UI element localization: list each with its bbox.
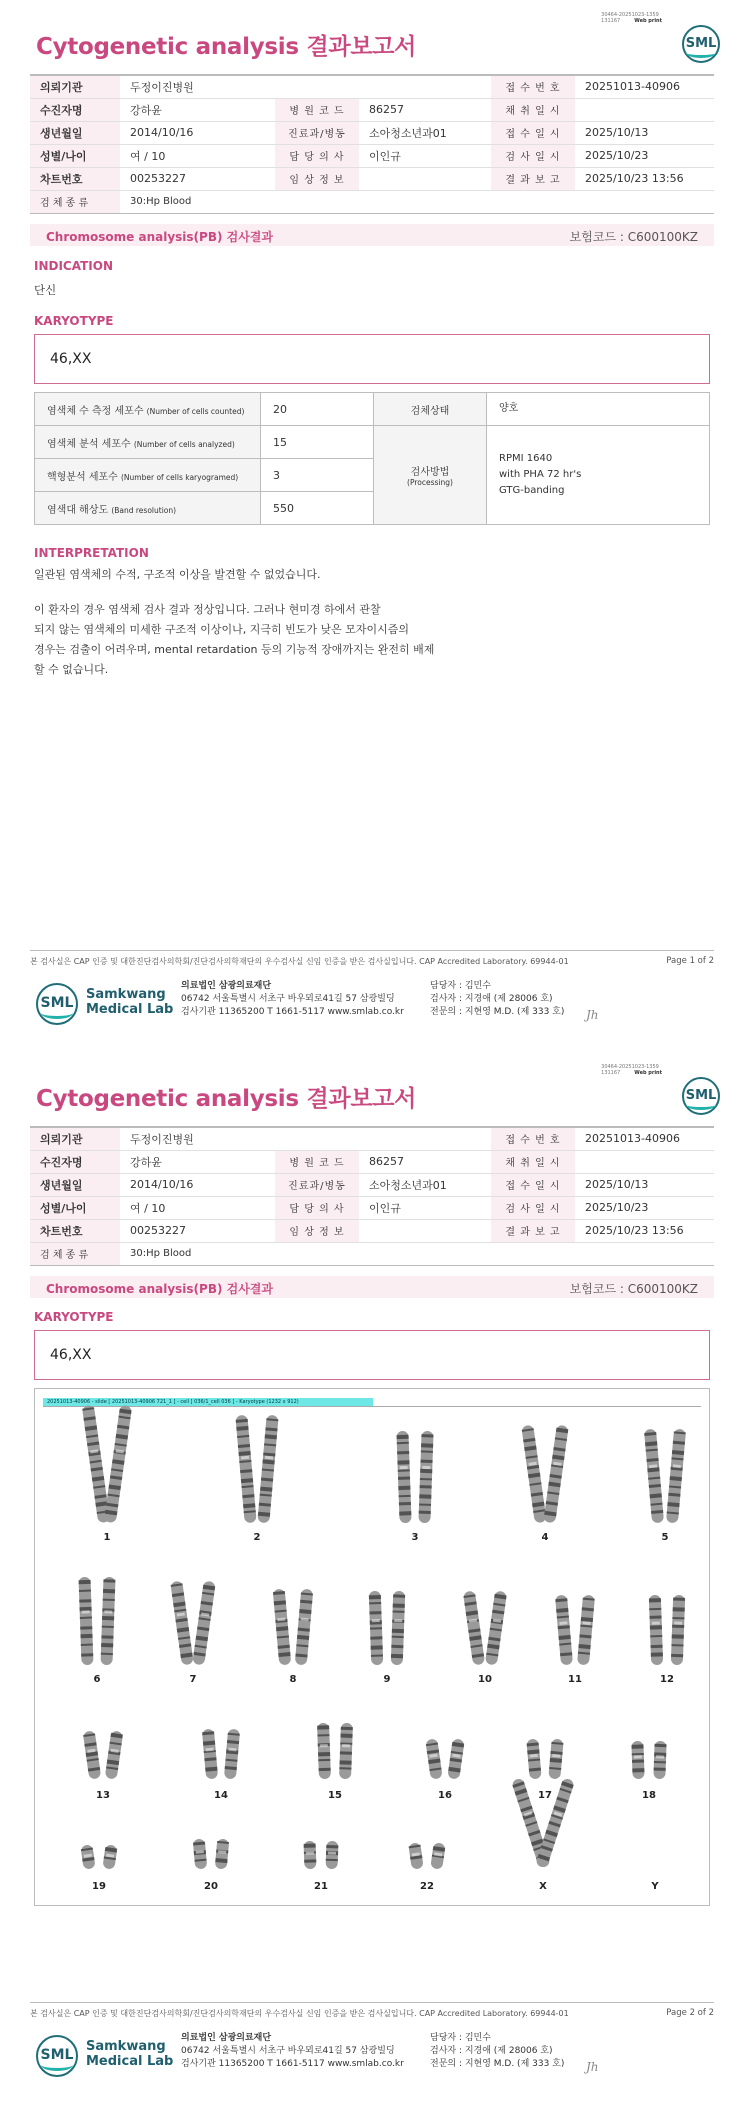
samkwang-logo-icon: SML	[36, 983, 78, 1025]
chromosome	[447, 1738, 464, 1779]
field-value: 2025/10/23 13:56	[575, 1219, 714, 1242]
field-label: 의뢰기관	[30, 1127, 120, 1150]
chromosome-label: 6	[93, 1674, 101, 1685]
patient-info-table	[30, 74, 714, 214]
count-row	[35, 393, 710, 426]
chromosome	[548, 1739, 563, 1780]
field-value: 두정이진병원	[120, 1127, 275, 1150]
chromosome	[215, 1839, 230, 1870]
patient-row	[30, 98, 714, 121]
field-value	[359, 167, 491, 190]
chromosome	[430, 1842, 446, 1869]
chromosome-label: 5	[661, 1532, 669, 1543]
field-label: 생년월일	[30, 121, 120, 144]
karyogram-image	[34, 1388, 710, 1906]
interpretation-paragraph: 이 환자의 경우 염색체 검사 결과 정상입니다. 그러나 현미경 하에서 관찰 되지 않는 염색체의 미세한 구조적 이상이나, 지극히 빈도가 낮은 모자이시즘의 경우는 검출이 어려우며, mental retardation 등의 기능적 장애까지는 완전히 배제 할 수 없습니다.	[34, 603, 435, 676]
chromosome	[326, 1841, 339, 1869]
field-value	[359, 1219, 491, 1242]
chromosome	[192, 1581, 216, 1666]
field-label: 담 당 의 사	[275, 1196, 359, 1219]
count-value: 20	[261, 393, 374, 426]
field-value: 2014/10/16	[120, 1173, 275, 1196]
field-value: 소아청소년과01	[359, 121, 491, 144]
chromosome	[80, 1844, 95, 1869]
chromosome	[104, 1405, 132, 1524]
karyotype-value: 46,XX	[50, 1347, 92, 1363]
chromosome	[317, 1723, 331, 1779]
chromosome	[170, 1581, 194, 1666]
chromosome-label: 7	[189, 1674, 197, 1685]
count-label: 염색대 해상도 (Band resolution)	[35, 492, 261, 525]
field-value: 2014/10/16	[120, 121, 275, 144]
field-value: 30:Hp Blood	[120, 1242, 714, 1265]
lab-staff: 담당자 : 김민수 검사자 : 지경애 (제 28006 호) 전문의 : 지현영 M.D. (제 333 호)	[430, 2033, 565, 2069]
field-value: 20251013-40906	[575, 1127, 714, 1150]
indication-heading: INDICATION	[34, 259, 113, 273]
field-label: 담 당 의 사	[275, 144, 359, 167]
insurance-code: 보험코드 : C600100KZ	[569, 230, 698, 244]
field-value: 20251013-40906	[575, 75, 714, 98]
chromosome	[644, 1429, 664, 1524]
field-value: 86257	[359, 98, 491, 121]
lab-address: 의료법인 삼광의료재단 06742 서울특별시 서초구 바우뫼로41길 57 삼광빌딩 검사기관 11365200 T 1661-5117 www.smlab.co.kr	[181, 2033, 404, 2069]
field-label: 진료과/병동	[275, 1173, 359, 1196]
chromosome-label: X	[539, 1881, 547, 1892]
field-label: 차트번호	[30, 167, 120, 190]
chromosome	[418, 1431, 433, 1523]
indication-text: 단신	[34, 283, 57, 297]
count-label: 염색체 분석 세포수 (Number of cells analyzed)	[35, 426, 261, 459]
patient-row	[30, 121, 714, 144]
chromosome	[304, 1841, 317, 1869]
patient-row	[30, 1219, 714, 1242]
chromosome	[193, 1839, 208, 1870]
chromosome	[653, 1741, 666, 1779]
chromosome	[273, 1589, 292, 1666]
karyotype-heading: KARYOTYPE	[34, 314, 114, 328]
patient-row	[30, 1150, 714, 1173]
result-section-bar	[30, 224, 714, 246]
patient-row	[30, 1196, 714, 1219]
karyotype-value: 46,XX	[50, 351, 92, 367]
chromosome	[463, 1591, 485, 1666]
field-value: 2025/10/13	[575, 1173, 714, 1196]
field-label: 검 체 종 류	[30, 190, 120, 213]
field-label: 결 과 보 고	[491, 167, 575, 190]
chromosome-label: 4	[541, 1532, 549, 1543]
field-value: 소아청소년과01	[359, 1173, 491, 1196]
chromosome	[396, 1431, 411, 1523]
field-value: 86257	[359, 1150, 491, 1173]
field-label: 채 취 일 시	[491, 1150, 575, 1173]
patient-row	[30, 75, 714, 98]
field-value: 2025/10/13	[575, 121, 714, 144]
field-value: 여 / 10	[120, 1196, 275, 1219]
signature: Jh	[586, 1008, 599, 1022]
lab-name: Samkwang Medical Lab	[86, 2039, 174, 2069]
chromosome	[485, 1591, 507, 1666]
field-value: 두정이진병원	[120, 75, 275, 98]
chromosome	[102, 1844, 117, 1869]
interpretation-summary: 일관된 염색체의 수적, 구조적 이상을 발견할 수 없었습니다.	[34, 568, 321, 581]
patient-info-table	[30, 1126, 714, 1266]
chromosome	[78, 1577, 93, 1665]
field-label: 임 상 정 보	[275, 1219, 359, 1242]
sml-logo-text: SML	[685, 36, 717, 51]
accreditation-note: 본 검사실은 CAP 인증 및 대한진단검사의학회/진단검사의학재단의 우수검사실 신임 인증을 받은 검사실입니다. CAP Accredited Laboratory. 69944-01	[30, 957, 569, 966]
print-code: 131167	[601, 18, 621, 24]
karyogram-svg	[35, 1389, 711, 1907]
field-label: 수진자명	[30, 98, 120, 121]
chromosome-label: 19	[92, 1881, 106, 1892]
chromosome	[82, 1405, 110, 1524]
chromosome-label: Y	[651, 1881, 659, 1892]
chromosome	[235, 1415, 256, 1524]
field-label: 접 수 일 시	[491, 121, 575, 144]
specimen-status-value: 양호	[487, 393, 710, 426]
web-print-label: Web print	[634, 18, 662, 24]
chromosome	[202, 1729, 218, 1780]
field-label: 수진자명	[30, 1150, 120, 1173]
count-row	[35, 426, 710, 459]
chromosome-label: 22	[420, 1881, 434, 1892]
chromosome	[521, 1425, 547, 1524]
field-value: 강하윤	[120, 1150, 275, 1173]
field-label: 성별/나이	[30, 144, 120, 167]
chromosome	[83, 1730, 102, 1779]
field-label: 채 취 일 시	[491, 98, 575, 121]
field-value: 여 / 10	[120, 144, 275, 167]
section-title: Chromosome analysis(PB) 검사결과	[46, 1282, 273, 1296]
field-value: 00253227	[120, 1219, 275, 1242]
chromosome-label: 20	[204, 1881, 218, 1892]
section-title: Chromosome analysis(PB) 검사결과	[46, 230, 273, 244]
chromosome	[257, 1415, 278, 1524]
chromosome	[425, 1738, 442, 1779]
chromosome	[339, 1723, 353, 1779]
patient-row	[30, 190, 714, 213]
count-value: 15	[261, 426, 374, 459]
field-label: 성별/나이	[30, 1196, 120, 1219]
chromosome-label: 2	[253, 1532, 261, 1543]
chromosome-label: 3	[411, 1532, 419, 1543]
report-page-2	[0, 1052, 744, 2104]
specimen-status-label: 검체상태	[374, 393, 487, 426]
chromosome-label: 12	[660, 1674, 674, 1685]
field-label: 병 원 코 드	[275, 98, 359, 121]
samkwang-logo-icon: SML	[36, 2035, 78, 2077]
chromosome	[100, 1577, 115, 1665]
chromosome	[369, 1591, 384, 1665]
patient-row	[30, 167, 714, 190]
field-value: 강하윤	[120, 98, 275, 121]
field-label: 차트번호	[30, 1219, 120, 1242]
count-label: 염색체 수 측정 세포수 (Number of cells counted)	[35, 393, 261, 426]
field-label: 접 수 번 호	[491, 75, 575, 98]
field-label: 임 상 정 보	[275, 167, 359, 190]
field-value: 이인규	[359, 144, 491, 167]
field-label: 검 사 일 시	[491, 144, 575, 167]
chromosome-label: 15	[328, 1790, 342, 1801]
chromosome	[631, 1741, 644, 1779]
chromosome	[408, 1842, 424, 1869]
insurance-code: 보험코드 : C600100KZ	[569, 1282, 698, 1296]
chromosome-label: 14	[214, 1790, 228, 1801]
field-label: 접 수 일 시	[491, 1173, 575, 1196]
karyotype-result-box	[34, 1330, 710, 1380]
report-title: Cytogenetic analysis 결과보고서	[36, 1086, 417, 1112]
chromosome-label: 17	[538, 1790, 552, 1801]
chromosome	[666, 1429, 686, 1524]
sml-logo-icon	[682, 25, 720, 63]
cell-count-table	[34, 392, 710, 525]
chromosome-label: 18	[642, 1790, 656, 1801]
field-label: 검 체 종 류	[30, 1242, 120, 1265]
count-value: 550	[261, 492, 374, 525]
karyotype-heading: KARYOTYPE	[34, 1310, 114, 1324]
chromosome-label: 13	[96, 1790, 110, 1801]
field-value	[575, 1150, 714, 1173]
field-label: 접 수 번 호	[491, 1127, 575, 1150]
field-value: 이인규	[359, 1196, 491, 1219]
chromosome	[295, 1589, 314, 1666]
patient-row	[30, 144, 714, 167]
field-value: 2025/10/23	[575, 1196, 714, 1219]
lab-name: Samkwang Medical Lab	[86, 987, 174, 1017]
method-value: RPMI 1640 with PHA 72 hr's GTG-banding	[487, 426, 710, 525]
chromosome-label: 21	[314, 1881, 328, 1892]
field-label: 진료과/병동	[275, 121, 359, 144]
field-value: 30:Hp Blood	[120, 190, 714, 213]
field-value: 00253227	[120, 167, 275, 190]
field-label: 결 과 보 고	[491, 1219, 575, 1242]
lab-address: 의료법인 삼광의료재단 06742 서울특별시 서초구 바우뫼로41길 57 삼광빌딩 검사기관 11365200 T 1661-5117 www.smlab.co.kr	[181, 981, 404, 1017]
chromosome-label: 9	[383, 1674, 391, 1685]
footer-divider	[30, 2002, 714, 2003]
patient-row	[30, 1127, 714, 1150]
signature: Jh	[586, 2060, 599, 2074]
patient-row	[30, 1173, 714, 1196]
method-label: 검사방법 (Processing)	[374, 426, 487, 525]
chromosome	[526, 1739, 541, 1780]
chromosome	[577, 1595, 595, 1666]
karyogram-header-bar: 20251013-40906 - slide [ 20251013-40906 721_1 ] - cell [ 036/1_cell 036 ] - Karyotype (1232 x 912)	[43, 1398, 373, 1406]
print-metadata	[601, 12, 662, 24]
patient-row	[30, 1242, 714, 1265]
chromosome	[649, 1595, 663, 1665]
lab-staff: 담당자 : 김민수 검사자 : 지경애 (제 28006 호) 전문의 : 지현영 M.D. (제 333 호)	[430, 981, 565, 1017]
field-label: 의뢰기관	[30, 75, 120, 98]
field-value: 2025/10/23 13:56	[575, 167, 714, 190]
interpretation-heading: INTERPRETATION	[34, 546, 149, 560]
chromosome	[543, 1425, 569, 1524]
chromosome	[224, 1729, 240, 1780]
page-number: Page 1 of 2	[666, 956, 714, 966]
chromosome	[105, 1730, 124, 1779]
footer-divider	[30, 950, 714, 951]
field-value	[575, 98, 714, 121]
report-title: Cytogenetic analysis 결과보고서	[36, 34, 417, 60]
sml-logo-icon: SML	[682, 1077, 720, 1115]
chromosome-label: 10	[478, 1674, 492, 1685]
print-id: 30464-20251023-1359	[601, 12, 659, 18]
chromosome	[391, 1591, 406, 1665]
chromosome-label: 8	[289, 1674, 297, 1685]
count-value: 3	[261, 459, 374, 492]
count-label: 핵형분석 세포수 (Number of cells karyogramed)	[35, 459, 261, 492]
field-label: 검 사 일 시	[491, 1196, 575, 1219]
page-number: Page 2 of 2	[666, 2008, 714, 2018]
chromosome	[671, 1595, 685, 1665]
print-metadata: 30464-20251023-1359 131167 Web print	[601, 1064, 662, 1076]
accreditation-note: 본 검사실은 CAP 인증 및 대한진단검사의학회/진단검사의학재단의 우수검사실 신임 인증을 받은 검사실입니다. CAP Accredited Laboratory. 69944-01	[30, 2009, 569, 2018]
field-value: 2025/10/23	[575, 144, 714, 167]
result-section-bar	[30, 1276, 714, 1298]
chromosome-label: 1	[103, 1532, 111, 1543]
karyotype-result-box	[34, 334, 710, 384]
chromosome	[555, 1595, 573, 1666]
chromosome-label: 16	[438, 1790, 452, 1801]
field-label: 병 원 코 드	[275, 1150, 359, 1173]
field-label: 생년월일	[30, 1173, 120, 1196]
chromosome-label: 11	[568, 1674, 582, 1685]
